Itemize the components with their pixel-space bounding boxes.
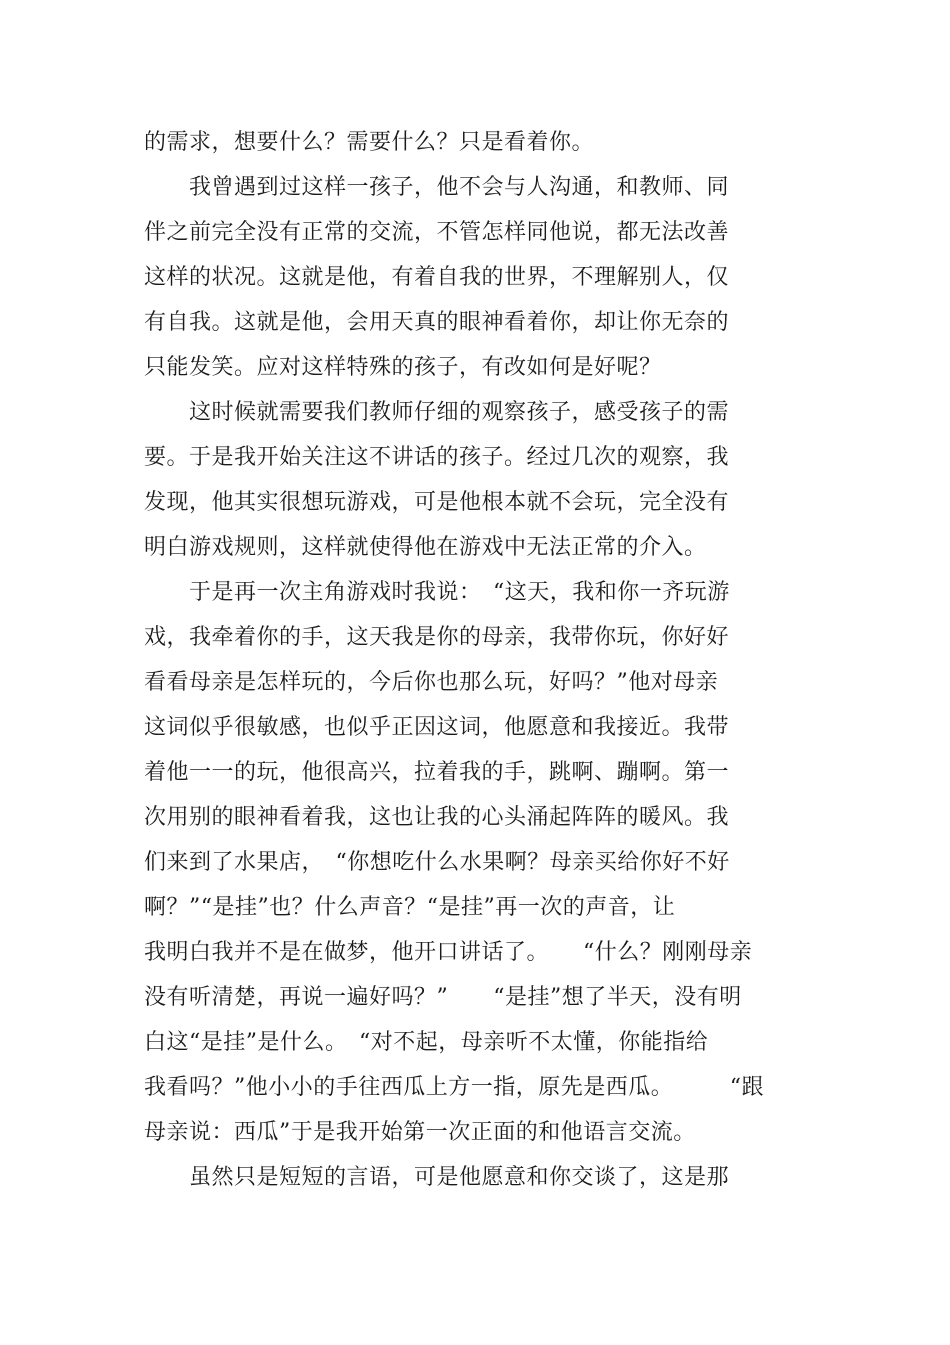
text-line: 白这“是挂”是什么。 “对不起，母亲听不太懂，你能指给 [144, 1030, 709, 1055]
text-line: 伴之前完全没有正常的交流，不管怎样同他说，都无法改善 [144, 220, 730, 245]
text-line: 这样的状况。这就是他，有着自我的世界，不理解别人，仅 [144, 265, 730, 290]
text-line: 于是再一次主角游戏时我说： “这天，我和你一齐玩游 [144, 580, 730, 605]
text-line: 有自我。这就是他，会用天真的眼神看着你，却让你无奈的 [144, 310, 730, 335]
text-line: 次用别的眼神看着我，这也让我的心头涌起阵阵的暖风。我 [144, 805, 730, 830]
text-line: 们来到了水果店， “你想吃什么水果啊？母亲买给你好不好 [144, 850, 730, 875]
text-line: 这时候就需要我们教师仔细的观察孩子，感受孩子的需 [144, 400, 730, 425]
text-line: 没有听清楚，再说一遍好吗？” “是挂”想了半天，没有明 [144, 985, 742, 1010]
text-line: 看看母亲是怎样玩的，今后你也那么玩，好吗？”他对母亲 [144, 670, 719, 695]
text-line: 我明白我并不是在做梦，他开口讲话了。 “什么？刚刚母亲 [144, 940, 753, 965]
text-line: 我看吗？”他小小的手往西瓜上方一指，原先是西瓜。 “跟 [144, 1075, 764, 1100]
text-line: 要。于是我开始关注这不讲话的孩子。经过几次的观察，我 [144, 445, 730, 470]
text-line: 啊？”“是挂”也？什么声音？“是挂”再一次的声音，让 [144, 895, 676, 920]
text-line: 的需求，想要什么？需要什么？只是看着你。 [144, 130, 595, 155]
text-line: 着他一一的玩，他很高兴，拉着我的手，跳啊、蹦啊。第一 [144, 760, 730, 785]
text-line: 母亲说：西瓜”于是我开始第一次正面的和他语言交流。 [144, 1120, 696, 1145]
text-line: 这词似乎很敏感，也似乎正因这词，他愿意和我接近。我带 [144, 715, 730, 740]
text-line: 明白游戏规则，这样就使得他在游戏中无法正常的介入。 [144, 535, 707, 560]
text-line: 发现，他其实很想玩游戏，可是他根本就不会玩，完全没有 [144, 490, 730, 515]
text-line: 只能发笑。应对这样特殊的孩子，有改如何是好呢？ [144, 355, 662, 380]
text-line: 戏，我牵着你的手，这天我是你的母亲，我带你玩，你好好 [144, 625, 730, 650]
text-line: 虽然只是短短的言语，可是他愿意和你交谈了，这是那 [144, 1165, 730, 1190]
text-line: 我曾遇到过这样一孩子，他不会与人沟通，和教师、同 [144, 175, 730, 200]
